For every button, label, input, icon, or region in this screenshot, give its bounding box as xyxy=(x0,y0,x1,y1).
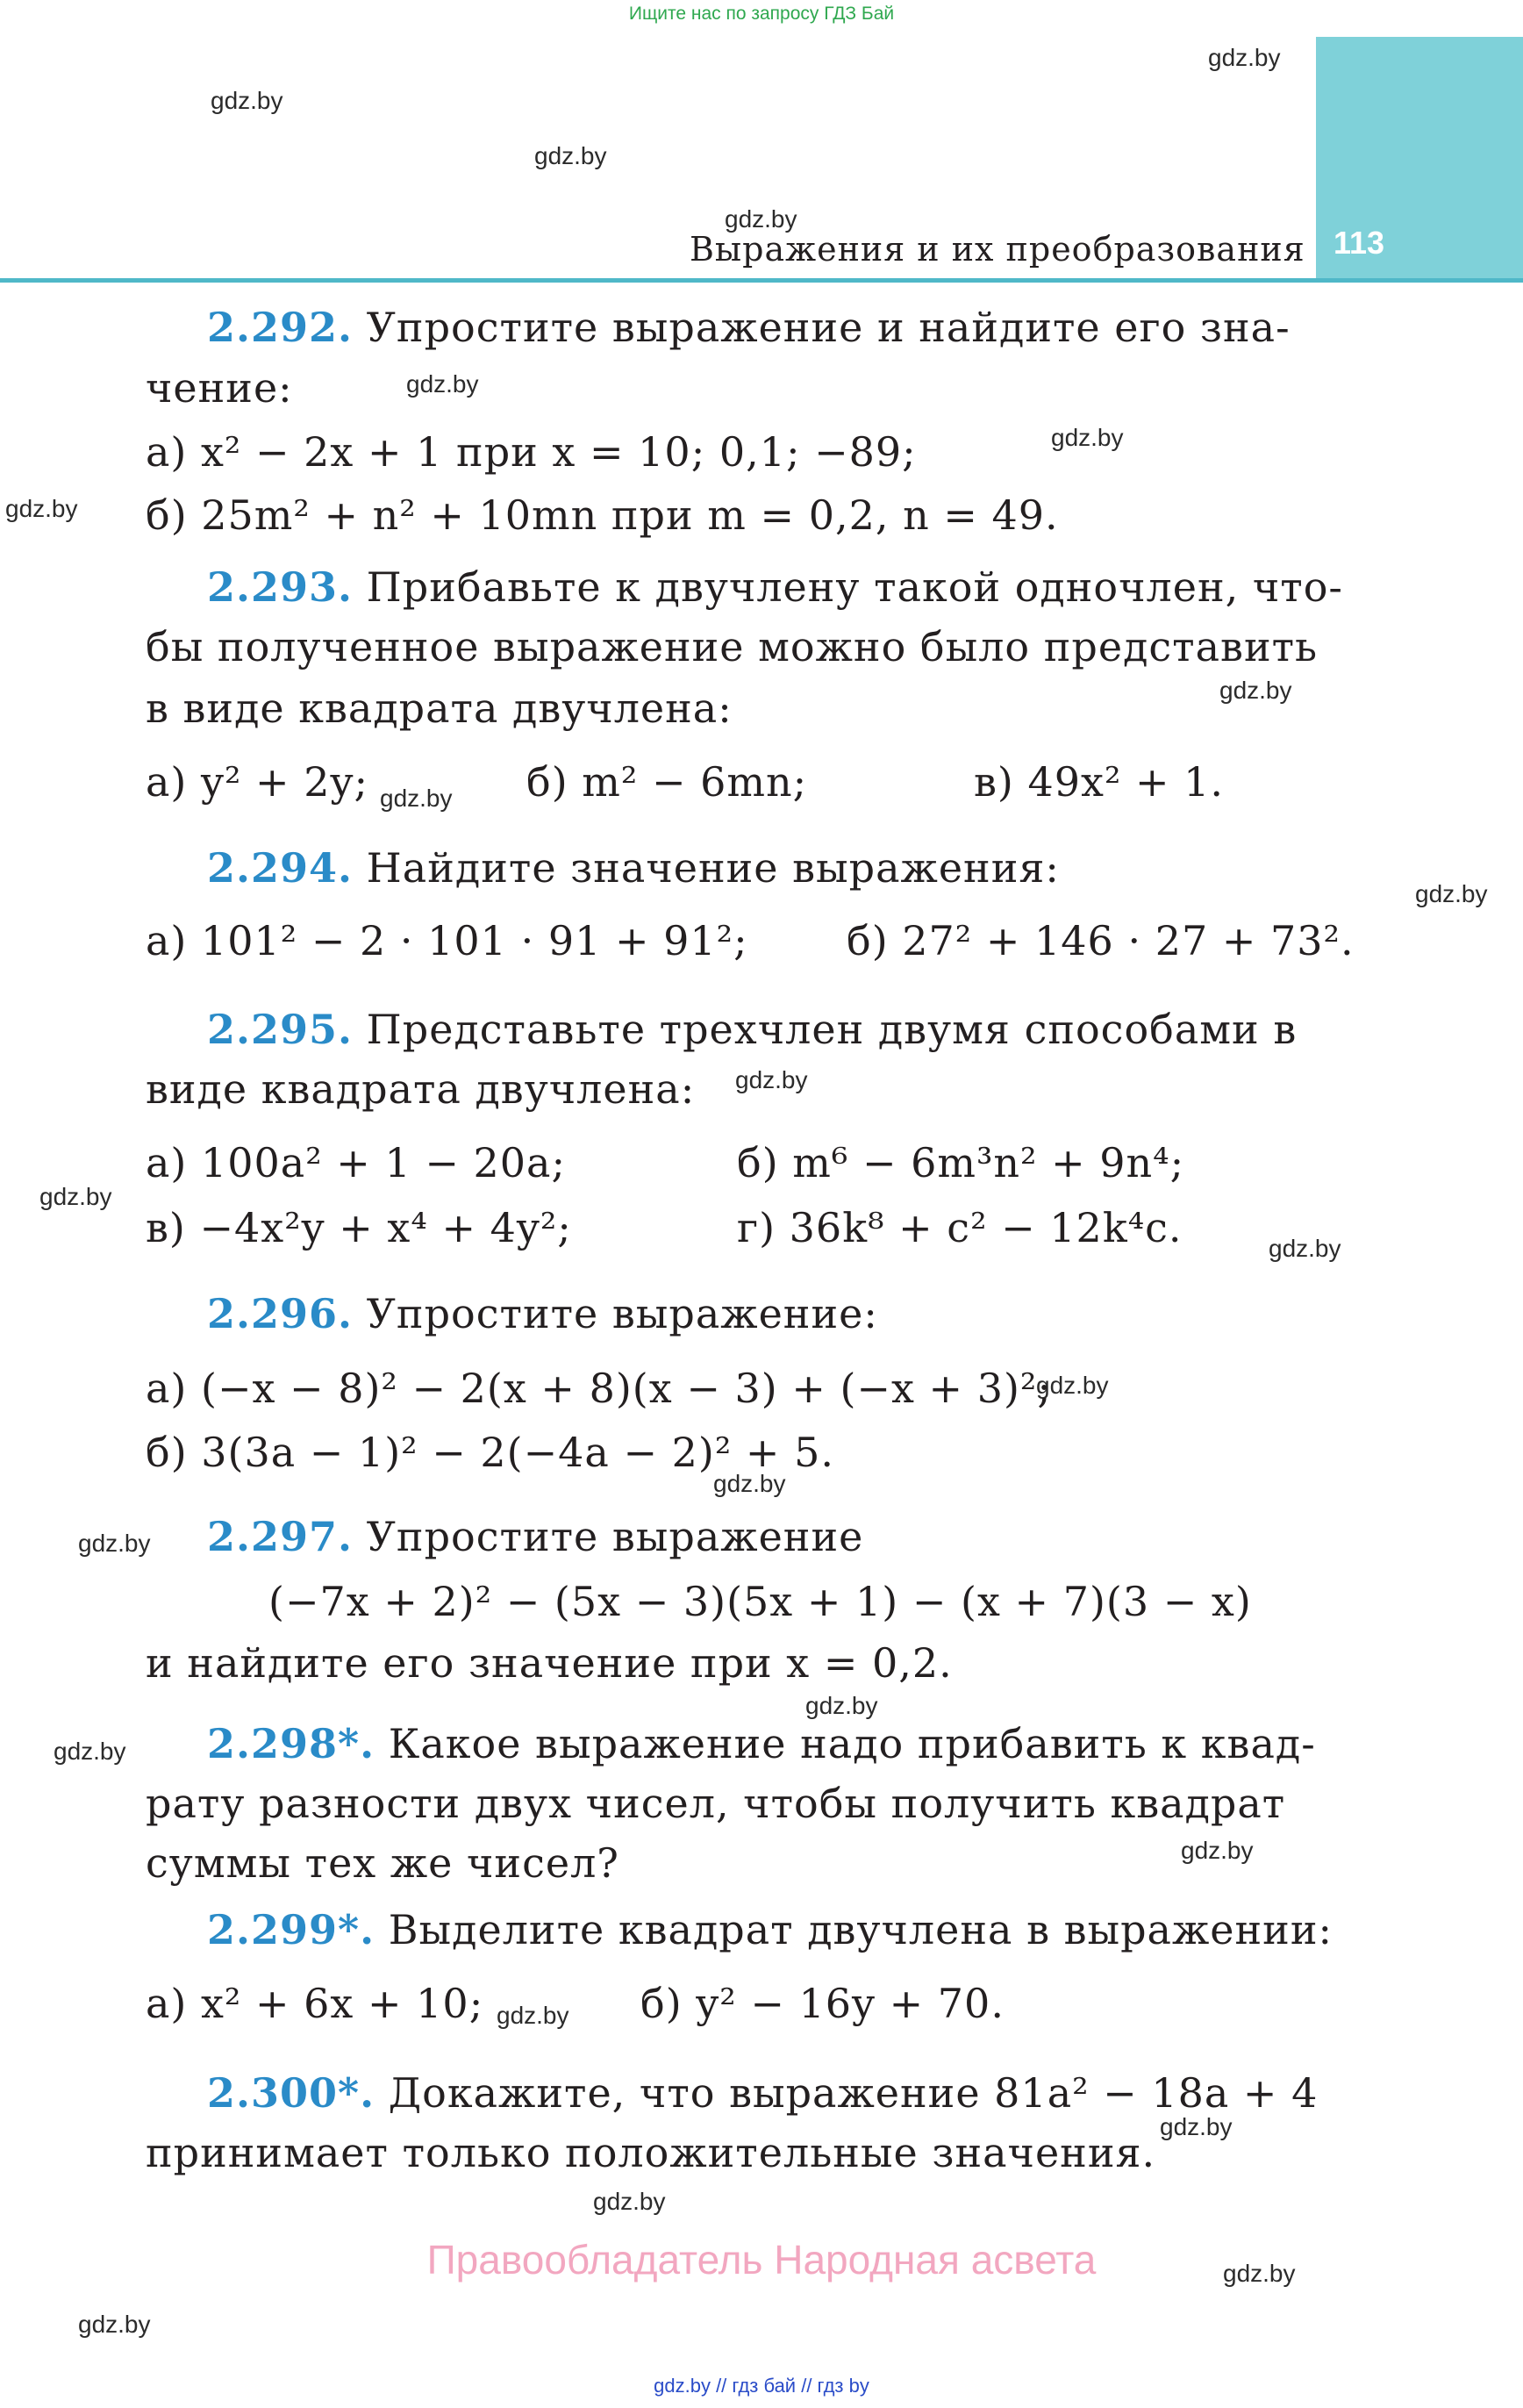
exercise-2-292-text: 2.292. Упростите выражение и найдите его зна- xyxy=(207,304,1291,351)
watermark: gdz.by xyxy=(1036,1372,1109,1399)
exercise-2-292-b: б) 25m² + n² + 10mn при m = 0,2, n = 49. xyxy=(146,491,1059,539)
exercise-2-293-c: в) 49x² + 1. xyxy=(974,758,1225,806)
watermark: gdz.by xyxy=(534,142,607,169)
watermark: gdz.by xyxy=(735,1066,808,1093)
exercise-2-292-text: чение: xyxy=(146,364,293,412)
watermark: gdz.by xyxy=(1223,2260,1296,2287)
exercise-number: 2.296. xyxy=(207,1290,354,1337)
watermark: gdz.by xyxy=(805,1692,878,1719)
watermark: gdz.by xyxy=(725,205,797,233)
watermark: gdz.by xyxy=(1219,677,1292,704)
exercise-2-297-expression: (−7x + 2)² − (5x − 3)(5x + 1) − (x + 7)(3 − x) xyxy=(268,1578,1252,1625)
watermark: gdz.by xyxy=(1415,880,1488,907)
exercise-2-299-a: а) x² + 6x + 10; xyxy=(146,1980,484,2027)
top-search-hint[interactable]: Ищите нас по запросу ГДЗ Бай xyxy=(628,4,895,24)
footer-links[interactable]: gdz.by // гдз бай // гдз by xyxy=(654,2375,869,2397)
exercise-2-300-text: 2.300*. Докажите, что выражение 81a² − 18a + 4 xyxy=(207,2069,1319,2117)
exercise-2-295-b: б) m⁶ − 6m³n² + 9n⁴; xyxy=(737,1139,1185,1186)
exercise-2-297-text: и найдите его значение при x = 0,2. xyxy=(146,1639,953,1687)
watermark: gdz.by xyxy=(1051,424,1124,451)
exercise-2-295-a: а) 100a² + 1 − 20a; xyxy=(146,1139,566,1186)
watermark: gdz.by xyxy=(78,2311,151,2338)
exercise-2-298-text: 2.298*. Какое выражение надо прибавить к квад- xyxy=(207,1720,1316,1767)
exercise-2-296-b: б) 3(3a − 1)² − 2(−4a − 2)² + 5. xyxy=(146,1429,834,1476)
watermark: gdz.by xyxy=(1181,1837,1254,1864)
exercise-2-300-text: принимает только положительные значения. xyxy=(146,2129,1156,2176)
exercise-2-293-text: в виде квадрата двучлена: xyxy=(146,684,733,732)
section-title: Выражения и их преобразования xyxy=(690,230,1305,269)
watermark: gdz.by xyxy=(713,1470,786,1497)
watermark: gdz.by xyxy=(5,495,78,522)
exercise-2-293-text: бы полученное выражение можно было представить xyxy=(146,623,1319,670)
exercise-2-297-text: 2.297. Упростите выражение xyxy=(207,1513,864,1560)
exercise-2-292-a: а) x² − 2x + 1 при x = 10; 0,1; −89; xyxy=(146,428,917,476)
exercise-2-295-text: виде квадрата двучлена: xyxy=(146,1065,696,1113)
watermark: gdz.by xyxy=(39,1183,112,1210)
exercise-2-295-d: г) 36k⁸ + c² − 12k⁴c. xyxy=(737,1204,1183,1251)
exercise-2-295-c: в) −4x²y + x⁴ + 4y²; xyxy=(146,1204,572,1251)
exercise-2-299-text: 2.299*. Выделите квадрат двучлена в выражении: xyxy=(207,1906,1333,1953)
exercise-number: 2.292. xyxy=(207,304,354,351)
watermark: gdz.by xyxy=(1160,2113,1233,2140)
exercise-number: 2.300*. xyxy=(207,2069,375,2117)
watermark: gdz.by xyxy=(497,2002,569,2029)
exercise-2-298-text: рату разности двух чисел, чтобы получить квадрат xyxy=(146,1780,1286,1827)
page-number: 113 xyxy=(1334,225,1385,261)
watermark: gdz.by xyxy=(1208,44,1281,71)
exercise-number: 2.299*. xyxy=(207,1906,375,1953)
watermark: gdz.by xyxy=(593,2188,666,2215)
watermark: gdz.by xyxy=(54,1738,126,1765)
watermark: gdz.by xyxy=(1269,1235,1341,1262)
exercise-2-293-a: а) y² + 2y; xyxy=(146,758,368,806)
exercise-number: 2.294. xyxy=(207,844,354,892)
exercise-2-294-a: а) 101² − 2 · 101 · 91 + 91²; xyxy=(146,917,748,964)
exercise-number: 2.295. xyxy=(207,1006,354,1053)
copyright-notice: Правообладатель Народная асвета xyxy=(426,2237,1097,2283)
exercise-2-295-text: 2.295. Представьте трехчлен двумя способами в xyxy=(207,1006,1298,1053)
exercise-2-296-a: а) (−x − 8)² − 2(x + 8)(x − 3) + (−x + 3)²; xyxy=(146,1365,1052,1412)
watermark: gdz.by xyxy=(211,87,283,114)
exercise-2-294-text: 2.294. Найдите значение выражения: xyxy=(207,844,1060,892)
watermark: gdz.by xyxy=(406,370,479,398)
watermark: gdz.by xyxy=(380,785,453,812)
exercise-2-293-text: 2.293. Прибавьте к двучлену такой одночлен, что- xyxy=(207,563,1343,611)
exercise-2-296-text: 2.296. Упростите выражение: xyxy=(207,1290,878,1337)
watermark: gdz.by xyxy=(78,1530,151,1557)
exercise-number: 2.297. xyxy=(207,1513,354,1560)
exercise-2-298-text: суммы тех же чисел? xyxy=(146,1839,619,1887)
exercise-number: 2.298*. xyxy=(207,1720,375,1767)
exercise-number: 2.293. xyxy=(207,563,354,611)
exercise-2-294-b: б) 27² + 146 · 27 + 73². xyxy=(847,917,1355,964)
header-divider xyxy=(0,278,1523,283)
exercise-2-293-b: б) m² − 6mn; xyxy=(526,758,808,806)
exercise-2-299-b: б) y² − 16y + 70. xyxy=(640,1980,1005,2027)
